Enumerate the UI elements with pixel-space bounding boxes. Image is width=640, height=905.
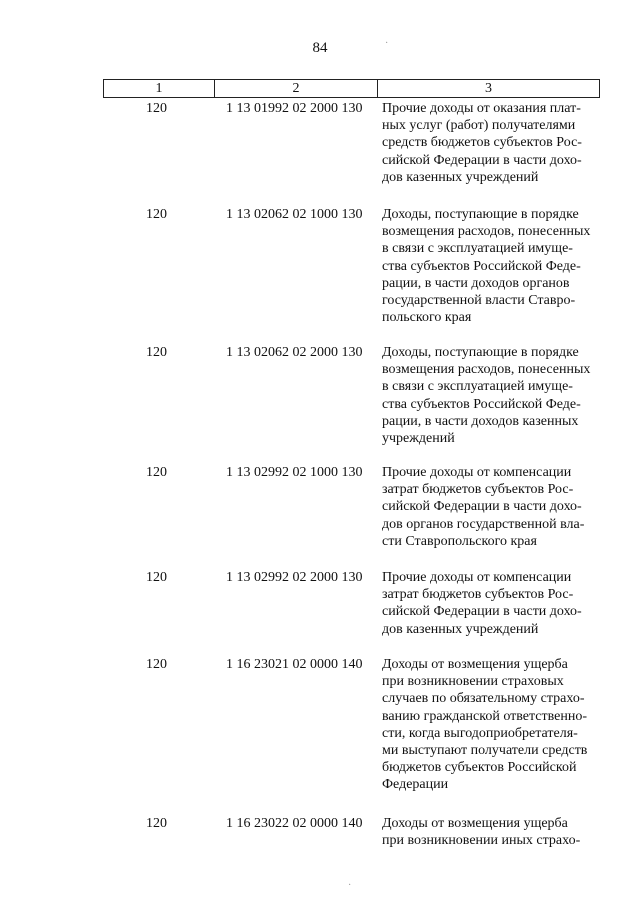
description-line: ства субъектов Российской Феде- [382, 396, 581, 412]
admin-code: 120 [146, 570, 167, 585]
description-line: рации, в части доходов казенных [382, 413, 579, 429]
description-line: в связи с эксплуатацией имуще- [382, 379, 573, 395]
budget-code: 1 13 02062 02 2000 130 [226, 345, 363, 360]
description-line: бюджетов субъектов Российской [382, 760, 577, 776]
description-line: Прочие доходы от компенсации [382, 465, 572, 480]
description-line: сийской Федерации в части дохо- [382, 604, 582, 620]
description-line: средств бюджетов субъектов Рос- [382, 135, 582, 151]
header-col-3: 3 [485, 81, 492, 96]
header-col-1: 1 [104, 80, 215, 97]
description-line: рации, в части доходов органов [382, 275, 570, 291]
budget-code: 1 13 02062 02 1000 130 [226, 207, 363, 222]
admin-code: 120 [146, 465, 167, 480]
description-line: сти, когда выгодоприобретателя- [382, 725, 578, 741]
description-line: Доходы, поступающие в порядке [382, 345, 579, 360]
description-line: Доходы от возмещения ущерба [382, 657, 568, 672]
budget-code: 1 13 02992 02 1000 130 [226, 465, 363, 480]
description-line: сти Ставропольского края [382, 533, 537, 549]
description-line: в связи с эксплуатацией имуще- [382, 241, 573, 257]
description-line: ванию гражданской ответственно- [382, 708, 588, 724]
description-line: возмещения расходов, понесенных [382, 224, 591, 240]
description-line: дов органов государственной вла- [382, 516, 585, 532]
description-line: Прочие доходы от компенсации [382, 570, 572, 585]
budget-code: 1 16 23022 02 0000 140 [226, 816, 363, 831]
header-col-2: 2 [215, 80, 378, 97]
description-line: случаев по обязательному страхо- [382, 691, 585, 707]
description-line: польского края [382, 310, 472, 326]
scan-speck: · [385, 38, 389, 49]
description-line: дов казенных учреждений [382, 621, 539, 637]
page-number: 84 [312, 40, 328, 56]
description-line: затрат бюджетов субъектов Рос- [382, 482, 574, 498]
description-line: сийской Федерации в части дохо- [382, 499, 582, 515]
description-line: Доходы от возмещения ущерба [382, 816, 568, 831]
budget-code: 1 16 23021 02 0000 140 [226, 657, 363, 672]
income-description [382, 206, 602, 326]
description-line: Прочие доходы от оказания плат- [382, 101, 581, 116]
description-line: затрат бюджетов субъектов Рос- [382, 587, 574, 603]
admin-code: 120 [146, 657, 167, 672]
description-line: Федерации [382, 777, 449, 793]
description-line: сийской Федерации в части дохо- [382, 152, 582, 168]
admin-code: 120 [146, 816, 167, 831]
income-description [382, 464, 602, 550]
description-line: возмещения расходов, понесенных [382, 362, 591, 378]
description-line: при возникновении иных страхо- [382, 833, 581, 849]
description-line: ства субъектов Российской Феде- [382, 258, 581, 274]
income-description [382, 100, 602, 186]
budget-code: 1 13 01992 02 2000 130 [226, 101, 363, 116]
budget-code: 1 13 02992 02 2000 130 [226, 570, 363, 585]
admin-code: 120 [146, 345, 167, 360]
admin-code: 120 [146, 207, 167, 222]
description-line: дов казенных учреждений [382, 169, 539, 185]
description-line: Доходы, поступающие в порядке [382, 207, 579, 222]
income-description [382, 815, 602, 849]
description-line: ми выступают получатели средств [382, 743, 588, 759]
income-description [382, 569, 602, 638]
description-line: государственной власти Ставро- [382, 293, 576, 309]
description-line: учреждений [382, 431, 455, 447]
admin-code: 120 [146, 101, 167, 116]
description-line: при возникновении страховых [382, 674, 564, 690]
table-header [103, 79, 600, 98]
description-line: ных услуг (работ) получателями [382, 118, 576, 134]
scan-speck: · [348, 880, 352, 891]
income-description [382, 344, 602, 447]
income-description [382, 656, 602, 794]
